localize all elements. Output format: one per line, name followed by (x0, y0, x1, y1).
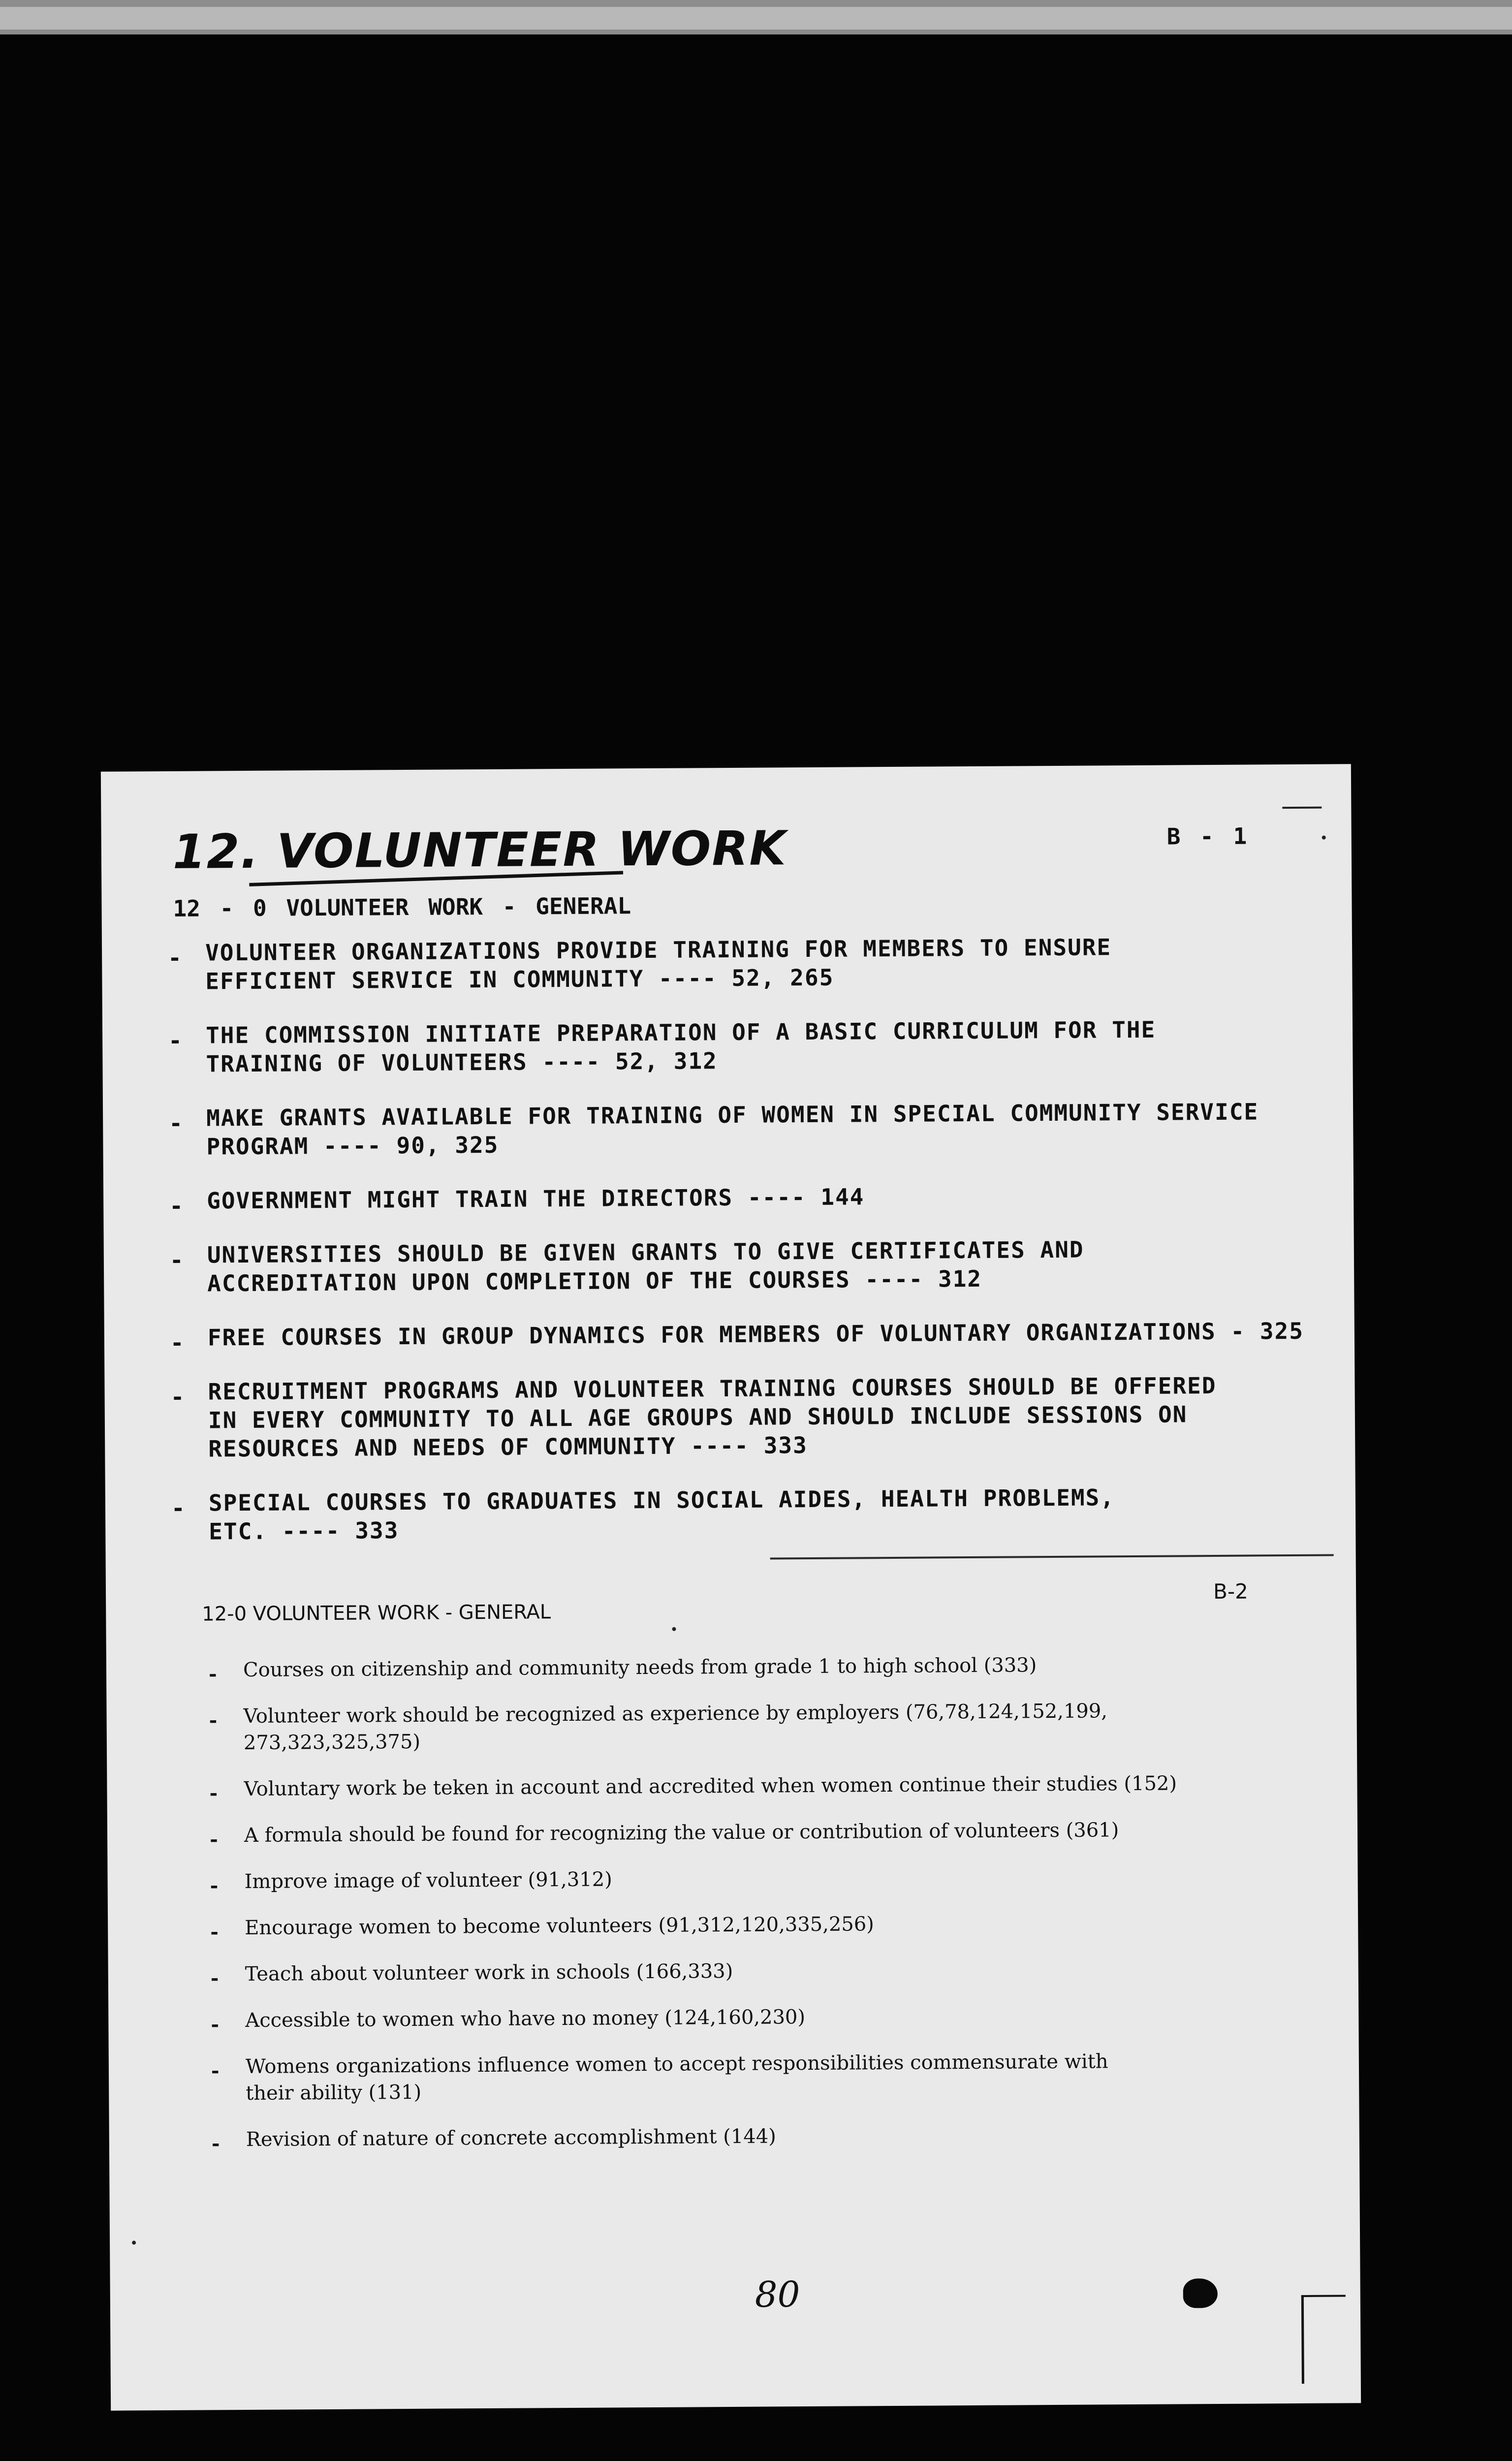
b2-section-heading: 12-0 VOLUNTEER WORK - GENERAL (202, 1601, 551, 1626)
list-item (207, 2047, 1340, 2107)
item-line: TRAINING OF VOLUNTEERS ---- 52, 312 (206, 1047, 718, 1077)
list-item (205, 1650, 1337, 1683)
crop-mark (1301, 2295, 1304, 2384)
item-line: - Voluntary work be teken in account and accredited when women continue their studies (152) (244, 1772, 1177, 1801)
film-top-strip (0, 0, 1512, 34)
item-line: 273,323,325,375) (243, 1730, 421, 1755)
item-line: EFFICIENT SERVICE IN COMMUNITY ---- 52, 265 (205, 964, 834, 995)
page-number: 80 (755, 2273, 800, 2315)
list-item (167, 1180, 1314, 1215)
item-line: RESOURCES AND NEEDS OF COMMUNITY ---- 333 (208, 1432, 808, 1462)
list-item (166, 1014, 1314, 1078)
document-page (101, 764, 1361, 2410)
b2-list (205, 1650, 1340, 2173)
speck (1322, 836, 1326, 840)
speck (132, 2240, 136, 2244)
list-item (207, 2000, 1339, 2034)
item-line: - THE COMMISSION INITIATE PREPARATION OF A BASIC CURRICULUM FOR THE (205, 1016, 1156, 1049)
item-line: ACCREDITATION UPON COMPLETION OF THE COURSES ---- 312 (207, 1265, 982, 1297)
item-line: - Improve image of volunteer (91,312) (244, 1868, 612, 1893)
list-item (206, 1815, 1338, 1849)
handwritten-heading: 12. VOLUNTEER WORK (172, 820, 787, 880)
item-line: - FREE COURSES IN GROUP DYNAMICS FOR MEMBERS OF VOLUNTARY ORGANIZATIONS - 325 (207, 1317, 1304, 1351)
item-line: - Revision of nature of concrete accomplishment (144) (246, 2125, 776, 2151)
item-line: - Womens organizations influence women to accept responsibilities commensurate with (245, 2050, 1108, 2079)
crop-tick (1282, 807, 1322, 809)
list-item (167, 1097, 1314, 1161)
list-item (205, 1769, 1337, 1802)
list-item (166, 932, 1313, 996)
b1-page-label: B - 1 (1166, 822, 1250, 850)
item-line: - A formula should be found for recognizing the value or contribution of volunteers (361) (244, 1819, 1119, 1847)
list-item (208, 2119, 1340, 2153)
item-line: their ability (131) (246, 2081, 422, 2105)
item-line: - Encourage women to become volunteers (91,312,120,335,256) (245, 1913, 874, 1940)
list-item (205, 1696, 1337, 1756)
item-line: - SPECIAL COURSES TO GRADUATES IN SOCIAL AIDES, HEALTH PROBLEMS, (208, 1484, 1115, 1516)
ink-blot (1183, 2278, 1218, 2308)
list-item (206, 1908, 1338, 1941)
item-line: ETC. ---- 333 (209, 1517, 399, 1545)
item-line: - GOVERNMENT MIGHT TRAIN THE DIRECTORS ---- 144 (207, 1183, 865, 1214)
item-line: - Teach about volunteer work in schools (166,333) (245, 1959, 733, 1986)
item-line: - Volunteer work should be recognized as experience by employers (76,78,124,152,199, (243, 1700, 1108, 1728)
item-line: - Courses on citizenship and community needs from grade 1 to high school (333) (243, 1654, 1037, 1682)
item-line: - UNIVERSITIES SHOULD BE GIVEN GRANTS TO GIVE CERTIFICATES AND (207, 1236, 1084, 1268)
item-line: - MAKE GRANTS AVAILABLE FOR TRAINING OF WOMEN IN SPECIAL COMMUNITY SERVICE (206, 1098, 1259, 1132)
crop-mark-horizontal (1301, 2295, 1346, 2297)
item-line: - VOLUNTEER ORGANIZATIONS PROVIDE TRAINING FOR MEMBERS TO ENSURE (205, 934, 1112, 966)
list-item (207, 1954, 1339, 1988)
list-item (206, 1862, 1338, 1895)
b1-list (166, 932, 1317, 1572)
item-line: IN EVERY COMMUNITY TO ALL AGE GROUPS AND SHOULD INCLUDE SESSIONS ON (208, 1401, 1188, 1434)
list-item (168, 1371, 1316, 1463)
speck (672, 1627, 676, 1631)
list-item (168, 1317, 1315, 1352)
item-line: - RECRUITMENT PROGRAMS AND VOLUNTEER TRAINING COURSES SHOULD BE OFFERED (208, 1372, 1217, 1405)
list-item (169, 1482, 1317, 1546)
list-item (168, 1234, 1315, 1298)
item-line: PROGRAM ---- 90, 325 (206, 1131, 499, 1160)
b2-page-label: B-2 (1213, 1579, 1248, 1604)
item-line: - Accessible to women who have no money (124,160,230) (245, 2006, 806, 2032)
film-top-strip-highlight (0, 7, 1512, 30)
b1-section-heading: 12 - 0 VOLUNTEER WORK - GENERAL (173, 892, 631, 922)
